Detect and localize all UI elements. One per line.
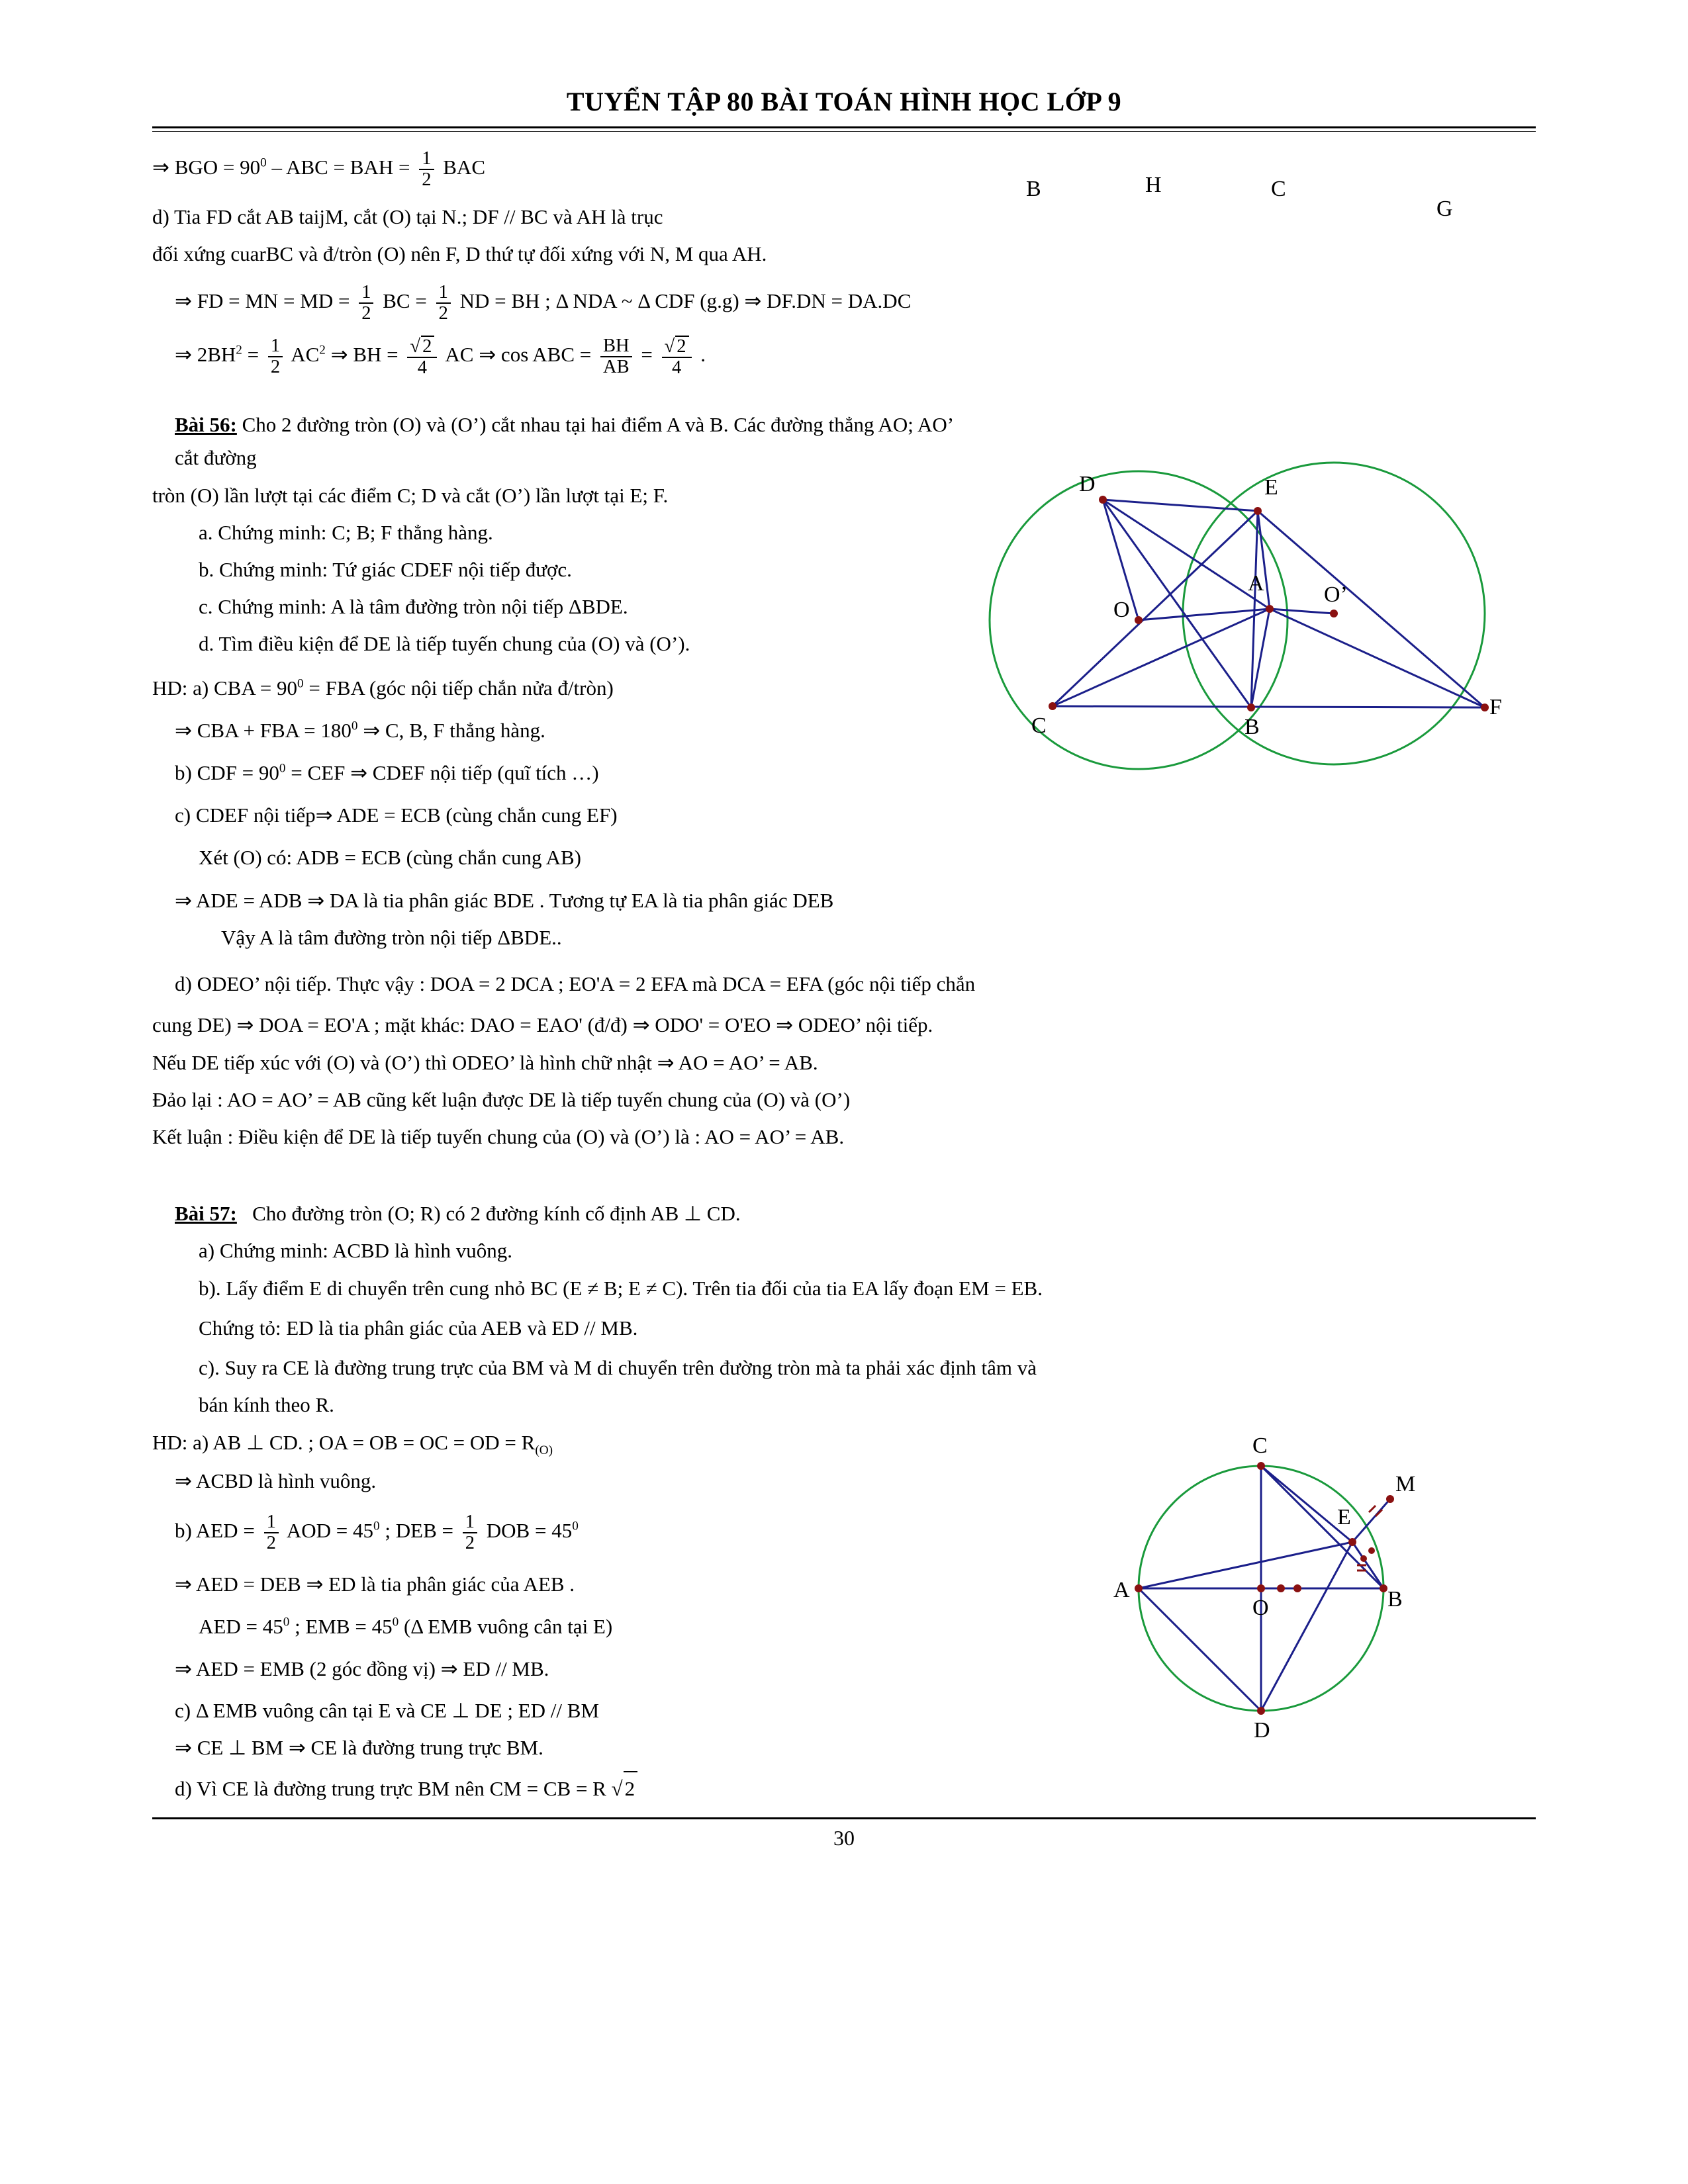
bai56-intro-line-2 [152,479,966,512]
figure-label-O-57: O [1252,1595,1269,1620]
sqrt-2-numerator: √ 2 [662,336,692,357]
fraction-numerator: BH [603,336,630,357]
bai57-section [152,1197,1536,1805]
bai56-hd-d5: Kết luận : Điều kiện để DE là tiếp tuyến chung của (O) và (O’) là : AO = AO’ = AB. [152,1125,845,1148]
bai57-hd-c1: c) Δ EMB vuông cân tại E và CE ⊥ DE ; ED // BM [175,1698,600,1722]
bai56-item-d: d. Tìm điều kiện để DE là tiếp tuyến chung của (O) và (O’). [199,632,690,656]
fraction-sqrt2-over-4-b [662,336,692,378]
bai57-hd-b-pre: b) AED = [175,1519,255,1543]
figure-label-G: G [1436,197,1453,221]
sqrt-2-numerator: √ 2 [407,336,437,357]
figure-label-E: E [1264,475,1278,500]
fraction-bh-over-ab [600,336,632,377]
bai57-label: Bài 57: [175,1202,237,1226]
bai56-hd-a-sup: 0 [297,676,304,691]
bai57-hd-b4: ⇒ AED = EMB (2 góc đồng vị) ⇒ ED // MB. [175,1657,549,1681]
bai56-hd-c2: Xét (O) có: ADB = ECB (cùng chắn cung AB) [199,846,581,870]
bai57-hd-a-text: HD: a) AB ⊥ CD. ; OA = OB = OC = OD = R [152,1430,536,1454]
bai56-hd-b-sup: 0 [279,761,286,776]
fraction-numerator: 1 [422,148,432,169]
top-line-3 [152,238,1536,271]
figure-label-C: C [1031,713,1047,739]
bai56-intro-1: Cho 2 đường tròn (O) và (O’) cắt nhau tại hai điểm A và B. Các đường thẳng AO; AO’ cắt đường [175,413,953,470]
bai56-hd-a2 [152,714,966,747]
fraction-numerator: 1 [465,1512,475,1533]
figure-label-M: M [1395,1471,1416,1496]
bai57-hd-b3-sup2: 0 [392,1615,399,1629]
bai56-text-column [152,408,966,875]
bai57-item-b: b). Lấy điểm E di chuyển trên cung nhỏ BC (E ≠ B; E ≠ C). Trên tia đối của tia EA lấy đoạn EM = EB. [199,1276,1043,1300]
bai56-hd-c: c) CDEF nội tiếp⇒ ADE = ECB (cùng chắn cung EF) [175,803,618,827]
top-line-5-f: . [700,343,706,367]
bai56-hd-c3: ⇒ ADE = ADB ⇒ DA là tia phân giác BDE . Tương tự EA là tia phân giác DEB [175,888,834,912]
footer-rule [152,1817,1536,1819]
figure-label-D: D [1079,472,1096,497]
figure-label-O-prime: O’ [1324,582,1348,608]
bai56-continued [152,884,1536,1154]
bai56-hd-b-pre: b) CDF = 90 [175,761,279,785]
sqrt-2: √2 [612,1777,638,1800]
bai56-label: Bài 56: [175,413,237,437]
figure-label-B: B [1026,177,1041,201]
bai57-tick-marks [1357,1506,1382,1570]
bai57-hd-b3-pre: AED = 45 [199,1615,283,1639]
bai57-hd-b-mid2: ; DEB = [385,1519,453,1543]
top-line-1-sup: 0 [260,156,267,170]
figure-label-A: A [1113,1577,1130,1602]
bai56-item-c: c. Chứng minh: A là tâm đường tròn nội tiếp ΔBDE. [199,595,628,619]
bai56-hd-a-post: = FBA (góc nội tiếp chắn nửa đ/tròn) [308,676,614,700]
bai56-hd-d4: Đảo lại : AO = AO’ = AB cũng kết luận được DE là tiếp tuyến chung của (O) và (O’) [152,1087,851,1111]
fraction-denominator: 4 [407,357,437,378]
fraction-half-1 [419,149,434,190]
bai56-figure-labels [1031,472,1502,739]
top-line-5-c: AC [291,343,320,367]
bai56-hd-b [152,756,966,790]
fraction-denominator: 4 [662,357,692,378]
top-line-1-mid: – ABC = BAH = [271,156,410,179]
bai57-hd-d [152,1771,1026,1805]
bai57-item-c: c). Suy ra CE là đường trung trực của BM và M di chuyển trên đường tròn mà ta phải xác định tâm và [199,1356,1037,1380]
fraction-quarter [268,336,283,377]
top-line-3-text: đối xứng cuarBC và đ/tròn (O) nên F, D thứ tự đối xứng với N, M qua AH. [152,242,767,266]
top-line-4-a: ⇒ FD = MN = MD = [175,289,350,313]
bai56-section [152,408,1536,875]
figure-label-C: C [1252,1433,1268,1458]
top-line-5-sup1: 2 [236,343,242,357]
bai57-hd-b3 [152,1610,1026,1643]
top-line-5-d: ⇒ BH = [330,343,399,367]
bai57-text-column [152,1426,1026,1806]
bai56-intro-line-1 [152,408,966,475]
fraction-numerator: 1 [438,282,448,303]
bai56-figure [973,422,1569,792]
fraction-numerator: 1 [266,1512,276,1533]
bai57-hd-b [152,1512,1026,1553]
equals-sign: = [641,343,653,367]
bai57-hd-b-sup2: 0 [572,1519,579,1533]
sqrt-radicand: 2 [624,1771,638,1805]
figure-label-B: B [1387,1586,1403,1612]
top-line-4 [152,283,1536,324]
bai57-item-c2: bán kính theo R. [199,1393,334,1417]
fraction-sqrt2-over-4 [407,336,437,378]
top-line-5-sup2: 2 [319,343,326,357]
bai57-hd-b3-post: (Δ EMB vuông cân tại E) [403,1615,613,1639]
page-title: TUYỂN TẬP 80 BÀI TOÁN HÌNH HỌC LỚP 9 [566,87,1122,116]
bai57-item-b2: Chứng tỏ: ED là tia phân giác của AEB và ED // MB. [199,1316,638,1340]
bai56-hd-d2: cung DE) ⇒ DOA = EO'A ; mặt khác: DAO = EAO' (đ/đ) ⇒ ODO' = O'EO ⇒ ODEO’ nội tiếp. [152,1013,933,1037]
fraction-denominator: 2 [264,1532,279,1553]
top-line-5-b: = [247,343,259,367]
top-line-5-e: AC ⇒ cos ABC = [445,343,592,367]
sqrt-radicand: 2 [675,336,688,357]
fraction-denominator: 2 [436,302,451,324]
top-line-4-b: BC = [383,289,427,313]
top-line-5-a: ⇒ 2BH [175,343,236,367]
figure-label-E: E [1337,1504,1351,1529]
fraction-half-3 [436,283,451,324]
bai57-hd-d-pre: d) Vì CE là đường trung trực BM nên CM = CB = R [175,1777,606,1801]
bai57-hd-a2: ⇒ ACBD là hình vuông. [175,1469,377,1492]
bai56-hd-a2-sup: 0 [351,719,358,733]
header-rule [152,126,1536,132]
bai56-hd-d3: Nếu DE tiếp xúc với (O) và (O’) thì ODEO’ là hình chữ nhật ⇒ AO = AO’ = AB. [152,1050,818,1074]
fraction-denominator: AB [600,356,632,377]
top-line-4-c: ND = BH ; Δ NDA ~ Δ CDF (g.g) ⇒ DF.DN = DA.DC [459,289,912,313]
top-line-5 [152,336,1536,378]
bai56-item-a: a. Chứng minh: C; B; F thẳng hàng. [199,520,493,544]
top-line-1-end: BAC [443,156,485,179]
bai57-hd-b-sup1: 0 [373,1519,380,1533]
figure-label-C: C [1271,177,1286,201]
figure-label-H: H [1145,173,1162,197]
figure-label-D: D [1254,1717,1270,1743]
bai57-hd-b3-sup1: 0 [283,1615,290,1629]
bai57-solution-block [152,1426,1536,1806]
bai57-hd-a-sub: (O) [535,1443,553,1457]
bai57-hd-b-mid3: DOB = 45 [486,1519,573,1543]
top-line-1-pre: ⇒ BGO = 90 [152,156,261,179]
bai57-item-a: a) Chứng minh: ACBD là hình vuông. [199,1239,513,1263]
bai57-hd-b-mid: AOD = 45 [286,1519,374,1543]
bai56-hd-a-pre: HD: a) CBA = 90 [152,676,297,700]
top-line-2 [152,201,1536,234]
fraction-denominator: 2 [463,1532,477,1553]
bai56-hd-b-post: = CEF ⇒ CDEF nội tiếp (quĩ tích …) [291,761,599,785]
bai56-item-b: b. Chứng minh: Tứ giác CDEF nội tiếp được. [199,557,572,581]
bai56-hd-a [152,672,966,705]
fraction-denominator: 2 [419,169,434,190]
fraction-denominator: 2 [268,356,283,377]
bai56-hd-a2-pre: ⇒ CBA + FBA = 180 [175,718,352,742]
bai56-hd-d1: d) ODEO’ nội tiếp. Thực vậy : DOA = 2 DCA ; EO'A = 2 EFA mà DCA = EFA (góc nội tiếp chắn [175,972,976,996]
top-section [152,149,1536,378]
bai57-hd-b2: ⇒ AED = DEB ⇒ ED là tia phân giác của AEB . [175,1572,575,1596]
top-line-1 [152,149,1536,190]
page-number: 30 [833,1826,855,1850]
fraction-half-4 [264,1512,279,1553]
sqrt-radicand: 2 [421,336,434,357]
bai56-hd-a2-post: ⇒ C, B, F thẳng hàng. [363,718,545,742]
bai57-hd-a [152,1426,1026,1461]
bai56-intro-2: tròn (O) lần lượt tại các điểm C; D và cắt (O’) lần lượt tại E; F. [152,483,669,507]
figure-label-F: F [1489,695,1502,720]
fraction-numerator: 1 [270,336,281,357]
top-line-2-text: d) Tia FD cắt AB taijM, cắt (O) tại N.; DF // BC và AH là trục [152,205,663,228]
figure-label-A: A [1248,571,1264,596]
bai56-hd-c4: Vậy A là tâm đường tròn nội tiếp ΔBDE.. [221,925,562,949]
fraction-denominator: 2 [359,302,373,324]
bai57-intro-line [152,1197,1536,1230]
bai57-figure [1099,1400,1470,1770]
bai57-hd-b3-mid: ; EMB = 45 [295,1615,393,1639]
bai57-intro: Cho đường tròn (O; R) có 2 đường kính cố định AB ⊥ CD. [252,1202,741,1226]
fraction-half-5 [463,1512,477,1553]
fraction-numerator: 1 [361,282,371,303]
figure-label-O: O [1113,598,1130,623]
bai57-hd-c2: ⇒ CE ⊥ BM ⇒ CE là đường trung trực BM. [175,1735,543,1759]
figure-label-B: B [1244,715,1260,740]
fraction-half-2 [359,283,373,324]
